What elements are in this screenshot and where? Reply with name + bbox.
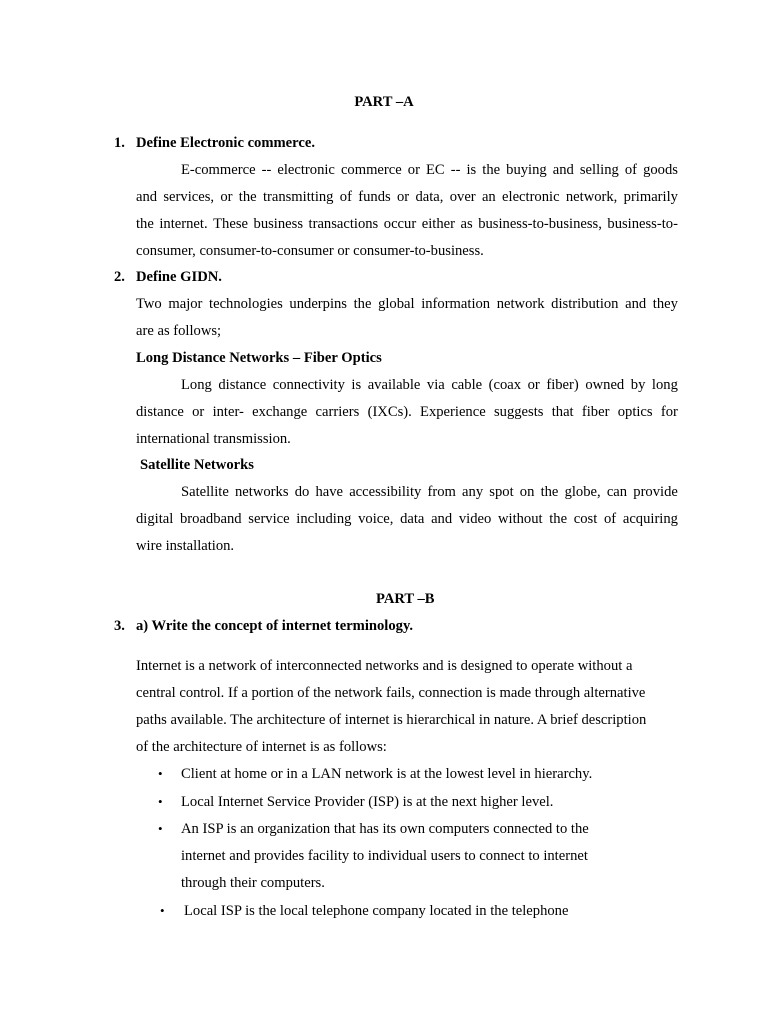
word: of	[603, 511, 617, 527]
word: business-to-business,	[478, 216, 602, 232]
word: as	[460, 216, 473, 232]
word: network,	[565, 189, 618, 205]
word: of	[339, 189, 352, 205]
word: the	[549, 511, 568, 527]
word: and	[552, 162, 574, 178]
word: services,	[163, 189, 215, 205]
word: on	[519, 484, 535, 500]
word: technologies	[209, 296, 283, 312]
word: --	[450, 162, 461, 178]
word: business-to-	[607, 216, 678, 232]
word: is	[466, 162, 477, 178]
q1-title: Define Electronic commerce.	[136, 135, 315, 151]
satellite-heading: Satellite Networks	[140, 457, 254, 473]
satellite-line-2	[136, 510, 678, 528]
word: Experience	[420, 404, 486, 420]
word: E-commerce	[181, 162, 256, 178]
word: electronic	[277, 162, 335, 178]
word: suggests	[493, 404, 544, 420]
bullet-3-line-2: internet and provides facility to individual users to connect to internet	[181, 848, 588, 864]
word: optics	[617, 404, 653, 420]
q1-line-1	[181, 161, 678, 179]
word: or	[527, 377, 540, 393]
q2-number: 2.	[114, 269, 125, 285]
word: distance	[136, 404, 184, 420]
word: exchange	[252, 404, 308, 420]
satellite-line-3: wire installation.	[136, 538, 235, 554]
word: fiber)	[546, 377, 579, 393]
q3-para-line-4: of the architecture of internet is as follows:	[136, 739, 387, 755]
word: video	[458, 511, 492, 527]
fiber-line-3: international transmission.	[136, 431, 291, 447]
q3-para-line-3: paths available. The architecture of internet is hierarchical in nature. A brief description	[136, 712, 647, 728]
word: voice,	[358, 511, 394, 527]
word: or	[192, 404, 205, 420]
fiber-line-1	[181, 376, 678, 394]
word: business	[253, 216, 303, 232]
word: occur	[383, 216, 417, 232]
word: is	[351, 377, 362, 393]
word: long	[651, 377, 678, 393]
word: primarily	[623, 189, 678, 205]
q1-number: 1.	[114, 135, 125, 151]
word: data,	[415, 189, 444, 205]
word: cable	[451, 377, 483, 393]
word: provide	[633, 484, 678, 500]
word: Two	[136, 296, 162, 312]
word: network	[496, 296, 545, 312]
word: from	[427, 484, 456, 500]
word: have	[315, 484, 344, 500]
word: buying	[506, 162, 547, 178]
word: accessibility	[349, 484, 422, 500]
word: or	[407, 162, 420, 178]
word: and	[431, 511, 453, 527]
bullet-3-line-3: through their computers.	[181, 875, 325, 891]
word: any	[462, 484, 484, 500]
word: the	[353, 296, 372, 312]
word: spot	[489, 484, 514, 500]
word: --	[261, 162, 272, 178]
bullet-marker: •	[158, 794, 163, 809]
word: distribution	[551, 296, 619, 312]
word: the	[238, 189, 257, 205]
word: can	[606, 484, 628, 500]
part-a-heading: PART –A	[354, 94, 414, 110]
bullet-marker: •	[158, 766, 163, 781]
word: of	[624, 162, 638, 178]
bullet-2-text: Local Internet Service Provider (ISP) is at the next higher level.	[181, 794, 554, 810]
word: or	[220, 189, 233, 205]
word: broadband	[179, 511, 242, 527]
q2-intro-line-1	[136, 295, 678, 313]
word: an	[481, 189, 496, 205]
q1-line-3	[136, 215, 678, 233]
q3-para-line-1: Internet is a network of interconnected networks and is designed to operate without a	[136, 658, 633, 674]
word: without	[497, 511, 543, 527]
word: data	[400, 511, 425, 527]
part-b-heading: PART –B	[376, 591, 435, 607]
fiber-optics-heading: Long Distance Networks – Fiber Optics	[136, 350, 382, 366]
word: distance	[218, 377, 267, 393]
bullet-marker: •	[160, 903, 165, 918]
bullet-3-line-1: An ISP is an organization that has its own computers connected to the	[181, 821, 589, 837]
word: (coax	[488, 377, 522, 393]
word: for	[660, 404, 678, 420]
word: acquiring	[622, 511, 678, 527]
word: the	[540, 484, 559, 500]
word: or	[396, 189, 410, 205]
bullet-marker: •	[158, 821, 163, 836]
word: underpins	[289, 296, 347, 312]
word: the	[482, 162, 501, 178]
word: Satellite	[181, 484, 229, 500]
word: fiber	[581, 404, 610, 420]
word: either	[421, 216, 455, 232]
q3-title: a) Write the concept of internet terminology.	[136, 618, 414, 634]
q3-para-line-2: central control. If a portion of the network fails, connection is made through alternative	[136, 685, 646, 701]
word: that	[551, 404, 574, 420]
word: owned	[585, 377, 625, 393]
q2-intro-line-2: are as follows;	[136, 323, 222, 339]
q3-number: 3.	[114, 618, 125, 634]
word: commerce	[340, 162, 402, 178]
word: globe,	[564, 484, 601, 500]
word: including	[296, 511, 352, 527]
word: by	[630, 377, 646, 393]
word: do	[294, 484, 310, 500]
word: inter-	[212, 404, 244, 420]
word: transactions	[308, 216, 379, 232]
word: and	[136, 189, 158, 205]
word: the	[136, 216, 154, 232]
word: selling	[579, 162, 619, 178]
word: internet.	[159, 216, 208, 232]
q2-title: Define GIDN.	[136, 269, 222, 285]
word: electronic	[502, 189, 560, 205]
bullet-4-text: Local ISP is the local telephone company located in the telephone	[184, 903, 569, 919]
word: and	[625, 296, 647, 312]
bullet-1-text: Client at home or in a LAN network is at the lowest level in hierarchy.	[181, 766, 593, 782]
word: networks	[235, 484, 289, 500]
word: available	[367, 377, 421, 393]
satellite-line-1	[181, 483, 678, 501]
word: Long	[181, 377, 212, 393]
word: they	[652, 296, 678, 312]
q1-line-4: consumer, consumer-to-consumer or consumer-to-business.	[136, 243, 484, 259]
word: global	[378, 296, 415, 312]
q1-line-2	[136, 188, 678, 206]
word: connectivity	[272, 377, 345, 393]
word: over	[449, 189, 476, 205]
word: via	[426, 377, 445, 393]
word: EC	[426, 162, 445, 178]
word: (IXCs).	[367, 404, 412, 420]
word: These	[213, 216, 248, 232]
word: digital	[136, 511, 174, 527]
word: major	[168, 296, 203, 312]
word: goods	[643, 162, 678, 178]
word: information	[421, 296, 491, 312]
fiber-line-2	[136, 403, 678, 421]
word: cost	[573, 511, 598, 527]
word: carriers	[315, 404, 360, 420]
word: service	[248, 511, 290, 527]
word: transmitting	[262, 189, 334, 205]
word: funds	[358, 189, 391, 205]
